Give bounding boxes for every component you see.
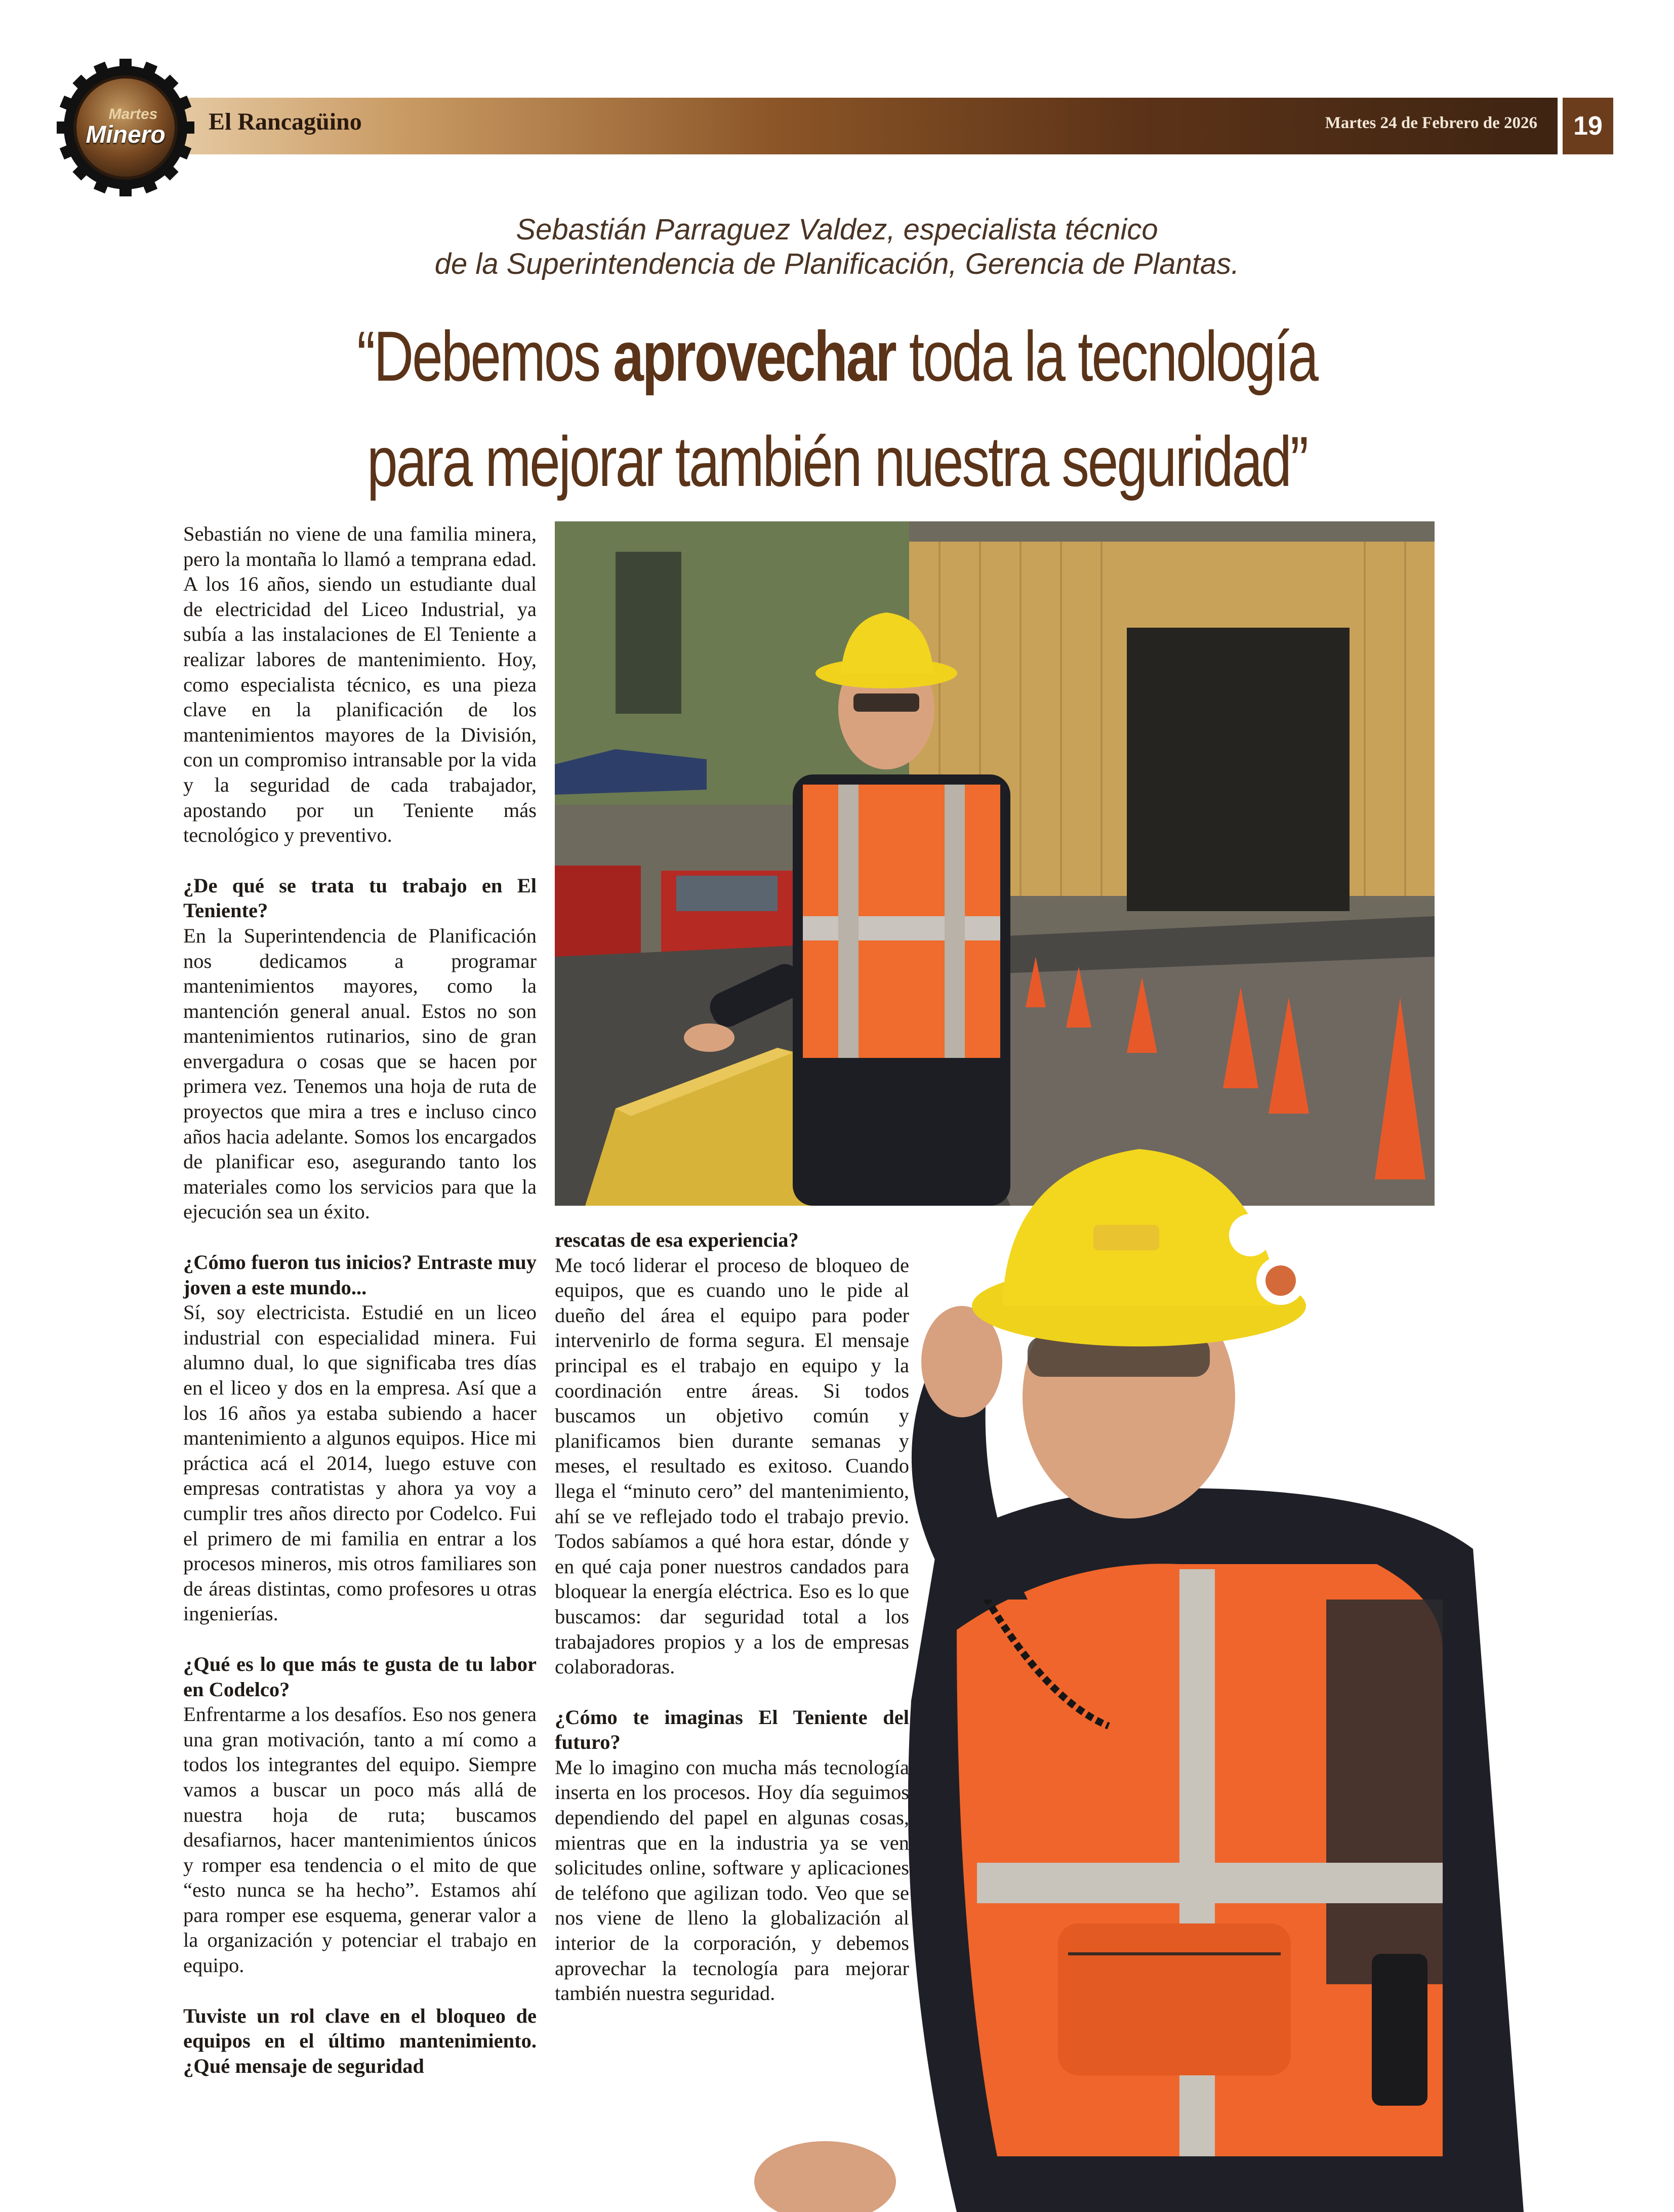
subtitle-line-2: de la Superintendencia de Planificación, Gerencia de Plantas. [434, 248, 1240, 280]
article-intro: Sebastián no viene de una familia minera, pero la montaña lo llamó a temprana edad. A los 16 años, siendo un estudiante dual de electricidad del Liceo Industrial, ya subía a las instalaciones de El Teniente a realizar labores de mantenimiento. Hoy, como especialista técnico, es una pieza clave en la planificación de los mantenimientos mayores de la División, con un compromiso intransable por la vida y la seguridad de cada trabajador, apostando por un Teniente más tecnológico y preventivo. [183, 522, 537, 847]
newspaper-name: El Rancagüino [209, 108, 362, 135]
page-number: 19 [1563, 98, 1613, 154]
question-3: ¿Qué es lo que más te gusta de tu labor en Codelco? [183, 1652, 537, 1701]
answer-3: Enfrentarme a los desafíos. Eso nos genera una gran motivación, tanto a mí como a todos los integrantes del equipo. Siempre vamos a buscar un poco más allá de nuestra hoja de ruta; buscamos desafiarnos, hacer mantenimientos únicos y romper esa tendencia o el mito de que “esto nunca se ha hecho”. Estamos ahí para romper ese esquema, generar valor a la organización y potenciar el trabajo en equipo. [183, 1703, 537, 1977]
answer-2: Sí, soy electricista. Estudié en un liceo industrial con especialidad minera. Fui alumno dual, lo que significaba tres días en el liceo y dos en la empresa. Así que a los 16 años ya estaba subiendo a hacer mantenimiento a algunos equipos. Hice mi práctica acá el 2014, luego estuve con empresas contratistas y ahora ya voy a cumplir tres años directo por Codelco. Fui el primero de mi familia en entrar a los procesos mineros, mis otros familiares son de áreas distintas, como profesores u otras ingenierías. [183, 1301, 537, 1625]
answer-4: Me tocó liderar el proceso de bloqueo de equipos, que es cuando uno le pide al dueño del área el equipo para poder intervenirlo de forma segura. El mensaje principal es el trabajo en equipo y la coordinación entre áreas. Si todos buscamos un objetivo común y planificamos bien durante semanas y meses, el resultado es exitoso. Cuando llega el “minuto cero” del mantenimiento, ahí se ve reflejado todo el trabajo previo. Todos sabíamos a qué hora estar, dónde y en qué caja poner nuestros candados para bloquear la energía eléctrica. Eso es lo que buscamos: dar seguridad total a los trabajadores propios y a los de empresas colaboradoras. [555, 1253, 909, 1678]
article-column-left [183, 521, 537, 2078]
question-4-continued: rescatas de esa experiencia? [555, 1228, 799, 1251]
martes-minero-logo [55, 57, 196, 198]
headline-emphasis: aprovechar [613, 316, 895, 396]
answer-5: Me lo imagino con mucha más tecnología inserta en los procesos. Hoy día seguimos dependiendo del papel en algunas cosas, mientras que en la industria ya se ven solicitudes online, software y aplicaciones de teléfono que agilizan todo. Veo que se nos viene de lleno la globalización al interior de la corporación, y debemos aprovechar la tecnología para mejorar también nuestra seguridad. [555, 1755, 909, 2005]
question-2: ¿Cómo fueron tus inicios? Entraste muy joven a este mundo... [183, 1251, 537, 1299]
headline-part-2: toda la tecnología [895, 316, 1317, 396]
subtitle-line-1: Sebastián Parraguez Valdez, especialista técnico [516, 213, 1158, 246]
question-1: ¿De qué se trata tu trabajo en El Teniente? [183, 874, 537, 922]
headline-line-2: para mejorar también nuestra seguridad” [366, 422, 1308, 501]
issue-date: Martes 24 de Febrero de 2026 [1325, 114, 1537, 132]
question-5: ¿Cómo te imaginas El Teniente del futuro? [555, 1705, 909, 1754]
logo-line-2: Minero [86, 121, 166, 148]
headline-part-1: “Debemos [357, 316, 614, 396]
article-column-right [555, 1227, 909, 2006]
header-band [152, 98, 1558, 154]
answer-1: En la Superintendencia de Planificación nos dedicamos a programar mantenimientos mayores, como la mantención general anual. Estos no son mantenimientos rutinarios, sino de gran envergadura o cosas que se hacen por primera vez. Tenemos una hoja de ruta de proyectos que mira a tres e incluso cinco años hacia adelante. Somos los encargados de planificar eso, asegurando tanto los materiales como los servicios para que la ejecución sea un éxito. [183, 924, 537, 1223]
article-subtitle [0, 213, 1674, 281]
logo-line-1: Martes [108, 106, 158, 122]
article-headline [184, 304, 1490, 514]
question-4: Tuviste un rol clave en el bloqueo de equipos en el último mantenimiento. ¿Qué mensaje de seguridad [183, 2004, 537, 2077]
